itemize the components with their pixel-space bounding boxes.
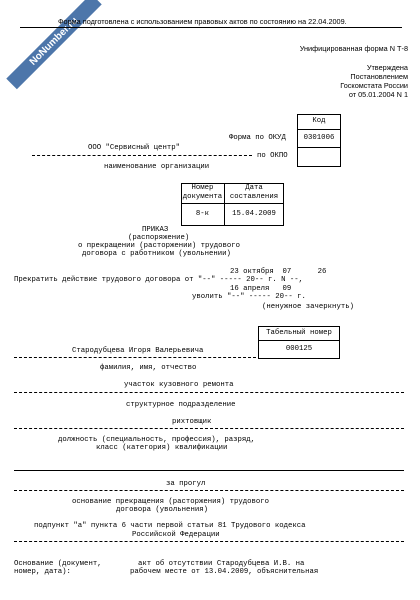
basis-text-line2: рабочем месте от 13.04.2009, объяснительная [130,568,319,576]
decree-label: Постановлением [350,72,408,81]
contract-termination-line: Прекратить действие трудового договора от "--" ----- 20-- г. N --, [14,276,304,284]
tab-number-value: 000125 [285,345,313,353]
doc-number-header: Номер документа [182,184,223,201]
basis-text-line1: акт об отсутствии Стародубцева И.В. на [138,560,305,568]
employee-name-rule [14,357,256,358]
organization-caption: наименование организации [104,163,210,171]
dismissal-line: уволить "--" ----- 20-- г. [192,293,306,301]
blank-rule [14,470,404,471]
position-value: рихтовщик [172,418,212,426]
basis-label-line1: Основание (документ, [14,560,102,568]
law-reference-line1: подпункт "а" пункта 6 части первой статьи 81 Трудового кодекса [34,522,306,530]
department-rule [14,392,404,393]
order-subject-line2: договора с работником (увольнении) [82,250,231,258]
tab-number-header: Табельный номер [266,328,332,337]
unified-form-label: Унифицированная форма N Т-8 [299,44,408,53]
employee-name: Стародубцева Игоря Валерьевича [72,347,204,355]
okud-label: Форма по ОКУД [229,134,286,142]
termination-caption-line1: основание прекращения (расторжения) трудового [72,498,270,506]
codes-header: Код [312,117,326,125]
law-reference-rule [14,541,404,542]
okud-code: 0301006 [303,133,335,142]
strike-note: (ненужное зачеркнуть) [262,303,354,311]
notice-text: Форма подготовлена с использованием правовых актов по состоянию на 22.04.2009. [58,17,347,26]
department-caption: структурное подразделение [126,401,236,409]
position-rule [14,428,404,429]
doc-number-value: 8-к [195,210,210,218]
order-title: ПРИКАЗ [142,226,169,234]
position-caption-line1: должность (специальность, профессия), разряд, [58,436,256,444]
decree-date-label: от 05.01.2004 N 1 [348,90,408,99]
doc-date-header: Дата составления [229,184,279,201]
doc-date-value: 15.04.2009 [232,210,276,218]
watermark-banner: NoNumber.ru [6,0,101,89]
termination-reason-rule [14,490,404,491]
basis-label-line2: номер, дата): [14,568,71,576]
department-value: участок кузовного ремонта [124,381,234,389]
law-reference-line2: Российской Федерации [132,531,220,539]
agency-label: Госкомстата России [340,81,408,90]
contract-date-values: 23 октября 07 26 [230,268,327,276]
okpo-code [297,147,341,167]
organization-name: ООО "Сервисный центр" [88,144,180,152]
notice-rule [20,27,402,28]
position-caption-line2: класс (категория) квалификации [96,444,228,452]
dismissal-date-values: 16 апреля 09 [230,285,292,293]
order-title-alt: (распоряжение) [128,234,190,242]
employee-name-caption: фамилия, имя, отчество [100,364,197,372]
organization-rule [32,155,252,156]
approved-label: Утверждена [366,63,408,72]
order-subject-line1: о прекращении (расторжении) трудового [78,242,241,250]
termination-reason: за прогул [166,480,206,488]
termination-caption-line2: договора (увольнения) [116,506,208,514]
okpo-label: по ОКПО [257,152,288,160]
